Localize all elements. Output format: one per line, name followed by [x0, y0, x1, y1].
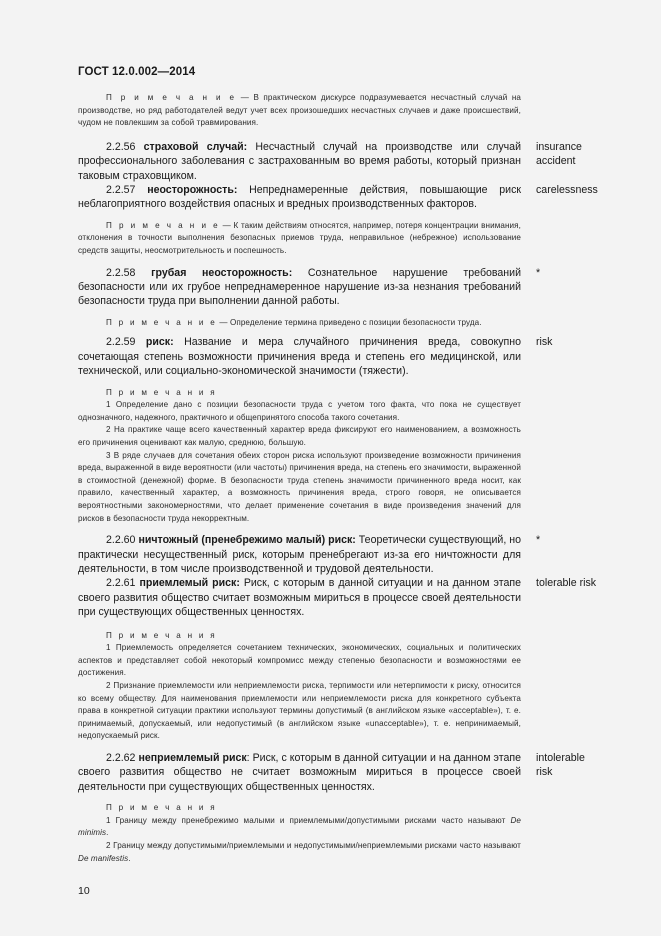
- note-item: 1 Границу между пренебрежимо малыми и приемлемыми/допустимыми рисками часто называют De minimis.: [78, 815, 521, 838]
- note-text: — Определение термина приведено с позиции безопасности труда.: [217, 317, 482, 327]
- note-label: П р и м е ч а н и е: [106, 93, 237, 102]
- term-body: [78, 183, 521, 212]
- term-number: 2.2.59: [106, 336, 136, 349]
- term-english: carelessness: [536, 184, 598, 196]
- notes-label: П р и м е ч а н и я: [106, 387, 217, 397]
- page-number: 10: [78, 885, 90, 897]
- term-number: 2.2.57: [106, 184, 136, 196]
- term-english: insurance accident: [536, 140, 582, 168]
- term-body: [78, 140, 521, 183]
- note-text: — В практическом дискурсе подразумевается несчастный случай на производстве, но ряд работодателей ведут учет всех произошедших несчастных случаев и даже происшествий, чудом не повлекшим за собой травмирования.: [78, 93, 521, 128]
- note-item: 1 Определение дано с позиции безопасности труда с учетом того факта, что пока не существует однозначного, надежного, практичного и общепринятого способа такого сочетания.: [78, 400, 521, 422]
- term-name: ничтожный (пренебрежимо малый) риск:: [138, 534, 356, 547]
- note-item: 1 Приемлемость определяется сочетанием технических, экономических, социальных и политических аспектов и представляет собой некоторый компромисс между степенью безопасности и возможностями ее достижения.: [78, 643, 521, 678]
- term-entry-2-2-62: [78, 751, 638, 794]
- term-body: [78, 533, 521, 576]
- term-name: неприемлемый риск: [138, 751, 247, 764]
- note-item: 2 Границу между допустимыми/приемлемыми и недопустимыми/неприемлемыми рисками часто называют De manifestis.: [78, 840, 521, 863]
- term-body: 2.2.62 неприемлемый риск: Риск, с которым в данной ситуации и на данном этапе своего развития общество не считает возможным мириться в процессе своей деятельности при существующих общественных ценностях.: [78, 751, 521, 793]
- term-name: неосторожность:: [147, 184, 238, 196]
- term-entry-2-2-56: [78, 140, 638, 183]
- note-block: [78, 317, 521, 330]
- term-number: 2.2.60: [106, 534, 136, 547]
- term-entry-2-2-58: [78, 266, 638, 309]
- document-header: ГОСТ 12.0.002—2014: [78, 66, 196, 78]
- note-item: 2 На практике чаще всего качественный характер вреда фиксируют его наименованием, а возможность его причинения оценивают как малую, среднюю, большую.: [78, 425, 521, 447]
- term-entry-2-2-57: [78, 183, 638, 212]
- term-number: 2.2.58: [106, 266, 136, 279]
- term-number: 2.2.61: [106, 577, 136, 590]
- note-label: П р и м е ч а н и е: [106, 220, 220, 230]
- notes-block: [78, 802, 521, 865]
- term-name: риск:: [145, 336, 174, 349]
- notes-label: П р и м е ч а н и я: [106, 630, 217, 640]
- term-english: intolerable risk: [536, 751, 585, 779]
- note-text: — К таким действиям относятся, например, потеря концентрации внимания, отклонения в точности выполнения безопасных приемов труда, неправильное (небрежное) использование средств защиты, неосмотрительность и поспешность.: [78, 220, 521, 255]
- term-definition: Сознательное нарушение требований безопасности или их грубое непреднамеренное нарушение из-за незнания требований безопасности труда при выполнении данной работы.: [78, 266, 521, 308]
- term-english-asterisk: *: [536, 266, 541, 279]
- term-definition: Риск, с которым в данной ситуации и на данном этапе своего развития общество не считает возможным мириться в процессе своей деятельности при существующих общественных ценностях.: [78, 751, 521, 793]
- term-number: 2.2.62: [106, 751, 136, 764]
- note-block: [78, 92, 521, 130]
- term-definition: Несчастный случай на производстве или случай профессионального заболевания с застрахованным во время работы, который признан таковым страховщиком.: [78, 140, 521, 182]
- term-entry-2-2-59: [78, 335, 638, 378]
- term-definition: Название и мера случайного причинения вреда, совокупно сочетающая степень возможности причинения вреда и степень его медицинской, или технической, или социально-экономической значимости (тяжести).: [78, 336, 521, 378]
- term-name: грубая неосторожность:: [151, 266, 293, 279]
- term-name: приемлемый риск:: [139, 577, 240, 590]
- notes-block: [78, 630, 521, 743]
- term-definition: Риск, с которым в данной ситуации и на данном этапе своего развития общество считает возможным мириться в процессе своей деятельности при существующих общественных ценностях.: [78, 577, 521, 619]
- term-body: [78, 576, 521, 619]
- term-english: tolerable risk: [536, 577, 597, 590]
- term-number: 2.2.56: [106, 140, 136, 153]
- notes-block: [78, 387, 521, 526]
- term-definition: Непреднамеренные действия, повышающие риск неблагоприятного воздействия опасных и вредных производственных факторов.: [78, 184, 521, 211]
- note-block: [78, 220, 521, 258]
- term-english: risk: [536, 336, 553, 349]
- term-name: страховой случай:: [143, 140, 248, 153]
- term-definition: Теоретически существующий, но практически несущественный риск, которым пренебрегают из-за его ничтожности для деятельности, в том числе производственной и трудовой деятельности.: [78, 534, 521, 575]
- note-item: 3 В ряде случаев для сочетания обеих сторон риска используют произведение возможности причинения вреда, выраженной в виде вероятности (или частоты) причинения вреда, на степень его значимости, выраженной в стоимостной (денежной) форме. В безопасности труда степень значимости причиненного вреда носит, как правило, качественный характер, а возможность причинения вреда, строго говоря, не описывается вероятностными закономерностями, что делает применение сочетания в виде произведения значений для рисков в безопасности труда некорректным.: [78, 450, 521, 523]
- term-english-asterisk: *: [536, 534, 541, 547]
- term-body: [78, 266, 521, 309]
- note-label: П р и м е ч а н и е: [106, 317, 218, 327]
- page-body: [78, 92, 638, 865]
- note-item: 2 Признание приемлемости или неприемлемости риска, терпимости или нетерпимости к риску, относится ко всему обществу. Для наименования приемлемости или неприемлемости риска для конкретного субъекта права в конкретной ситуации практики используют термины допустимый (в английском языке «acceptable»), т. е. принимаемый, допускаемый, или недопустимый (в английском языке «unacceptable»), т. е. непринимаемый, недопускаемый риск.: [78, 680, 521, 741]
- term-entry-2-2-60: [78, 533, 638, 576]
- term-entry-2-2-61: [78, 576, 638, 619]
- notes-label: П р и м е ч а н и я: [106, 803, 217, 813]
- term-body: [78, 335, 521, 378]
